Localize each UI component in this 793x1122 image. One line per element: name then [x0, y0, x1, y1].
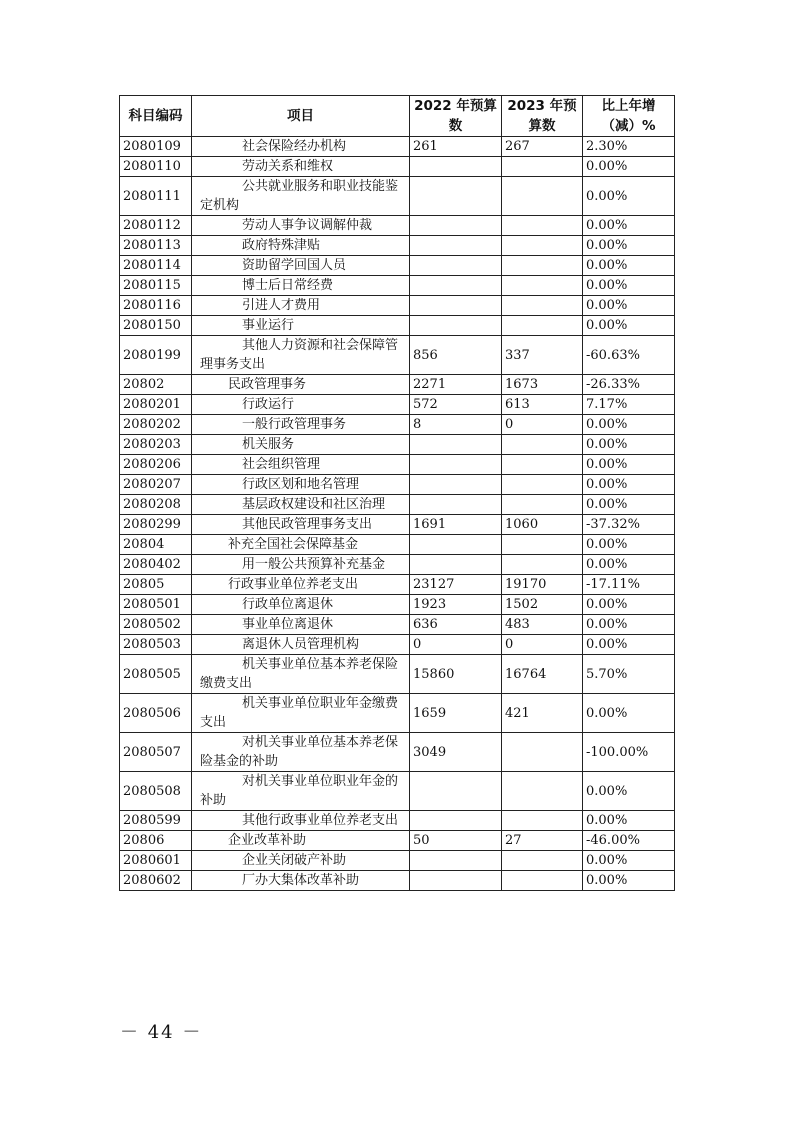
budget-2023-cell: 27	[502, 831, 583, 851]
budget-2023-cell	[502, 871, 583, 891]
table-row	[120, 831, 675, 851]
budget-2023-cell	[502, 733, 583, 772]
budget-2022-cell	[410, 475, 502, 495]
change-percent-cell: 0.00%	[583, 177, 675, 216]
code-cell: 2080501	[120, 595, 192, 615]
code-cell: 2080116	[120, 296, 192, 316]
code-cell: 2080402	[120, 555, 192, 575]
budget-2022-cell: 1659	[410, 694, 502, 733]
budget-2022-cell	[410, 535, 502, 555]
table-row	[120, 177, 675, 216]
header-code: 科目编码	[120, 96, 192, 137]
header-2022-budget: 2022 年预算数	[410, 96, 502, 137]
page-number: － 44 －	[120, 1022, 203, 1043]
budget-2023-cell	[502, 276, 583, 296]
table-row	[120, 655, 675, 694]
change-percent-cell: 0.00%	[583, 595, 675, 615]
budget-table	[119, 95, 675, 891]
change-percent-cell: 0.00%	[583, 635, 675, 655]
item-name-cell: 事业单位离退休	[192, 615, 410, 635]
item-name-cell: 机关服务	[192, 435, 410, 455]
budget-2023-cell: 16764	[502, 655, 583, 694]
table-row	[120, 595, 675, 615]
code-cell: 2080207	[120, 475, 192, 495]
table-row	[120, 772, 675, 811]
change-percent-cell: 0.00%	[583, 435, 675, 455]
change-percent-cell: 0.00%	[583, 276, 675, 296]
change-percent-cell: 0.00%	[583, 455, 675, 475]
budget-2023-cell	[502, 455, 583, 475]
item-name-cell: 事业运行	[192, 316, 410, 336]
item-name-cell: 行政事业单位养老支出	[192, 575, 410, 595]
table-row	[120, 851, 675, 871]
budget-2023-cell	[502, 435, 583, 455]
item-name-cell: 劳动关系和维权	[192, 157, 410, 177]
item-name-cell: 对机关事业单位职业年金的补助	[192, 772, 410, 811]
budget-2023-cell	[502, 296, 583, 316]
code-cell: 2080505	[120, 655, 192, 694]
budget-2022-cell	[410, 316, 502, 336]
item-name-cell: 行政单位离退休	[192, 595, 410, 615]
code-cell: 2080203	[120, 435, 192, 455]
change-percent-cell: 0.00%	[583, 495, 675, 515]
budget-2022-cell: 1691	[410, 515, 502, 535]
item-name-cell: 行政区划和地名管理	[192, 475, 410, 495]
change-percent-cell: 2.30%	[583, 137, 675, 157]
header-change: 比上年增（减）%	[583, 96, 675, 137]
code-cell: 2080199	[120, 336, 192, 375]
budget-2022-cell: 856	[410, 336, 502, 375]
change-percent-cell: 0.00%	[583, 535, 675, 555]
budget-2022-cell	[410, 276, 502, 296]
budget-2022-cell	[410, 256, 502, 276]
code-cell: 2080112	[120, 216, 192, 236]
item-name-cell: 社会保险经办机构	[192, 137, 410, 157]
budget-2023-cell	[502, 177, 583, 216]
budget-2023-cell: 1060	[502, 515, 583, 535]
code-cell: 2080508	[120, 772, 192, 811]
code-cell: 20802	[120, 375, 192, 395]
budget-2023-cell: 613	[502, 395, 583, 415]
budget-2023-cell	[502, 256, 583, 276]
table-row	[120, 256, 675, 276]
code-cell: 2080299	[120, 515, 192, 535]
code-cell: 2080602	[120, 871, 192, 891]
code-cell: 2080111	[120, 177, 192, 216]
budget-2022-cell: 261	[410, 137, 502, 157]
budget-2023-cell: 1673	[502, 375, 583, 395]
table-row	[120, 157, 675, 177]
change-percent-cell: 0.00%	[583, 475, 675, 495]
code-cell: 2080113	[120, 236, 192, 256]
code-cell: 2080507	[120, 733, 192, 772]
item-name-cell: 对机关事业单位基本养老保险基金的补助	[192, 733, 410, 772]
budget-2022-cell: 8	[410, 415, 502, 435]
table-row	[120, 635, 675, 655]
item-name-cell: 引进人才费用	[192, 296, 410, 316]
change-percent-cell: 0.00%	[583, 772, 675, 811]
budget-2022-cell	[410, 811, 502, 831]
change-percent-cell: 0.00%	[583, 296, 675, 316]
change-percent-cell: -26.33%	[583, 375, 675, 395]
budget-2022-cell: 2271	[410, 375, 502, 395]
budget-2023-cell	[502, 772, 583, 811]
budget-2023-cell: 483	[502, 615, 583, 635]
budget-2023-cell	[502, 157, 583, 177]
table-row	[120, 615, 675, 635]
item-name-cell: 其他民政管理事务支出	[192, 515, 410, 535]
budget-2023-cell	[502, 316, 583, 336]
code-cell: 2080114	[120, 256, 192, 276]
budget-2022-cell: 0	[410, 635, 502, 655]
code-cell: 2080202	[120, 415, 192, 435]
budget-2022-cell	[410, 455, 502, 475]
budget-2023-cell: 337	[502, 336, 583, 375]
table-row	[120, 515, 675, 535]
budget-2022-cell: 15860	[410, 655, 502, 694]
table-row	[120, 375, 675, 395]
change-percent-cell: -46.00%	[583, 831, 675, 851]
table-row	[120, 236, 675, 256]
item-name-cell: 民政管理事务	[192, 375, 410, 395]
change-percent-cell: 0.00%	[583, 256, 675, 276]
budget-2023-cell	[502, 555, 583, 575]
budget-2022-cell	[410, 851, 502, 871]
budget-2023-cell	[502, 236, 583, 256]
table-row	[120, 316, 675, 336]
table-row	[120, 733, 675, 772]
budget-2022-cell	[410, 772, 502, 811]
change-percent-cell: -17.11%	[583, 575, 675, 595]
budget-2022-cell	[410, 495, 502, 515]
code-cell: 2080601	[120, 851, 192, 871]
change-percent-cell: 0.00%	[583, 555, 675, 575]
item-name-cell: 企业关闭破产补助	[192, 851, 410, 871]
code-cell: 2080502	[120, 615, 192, 635]
item-name-cell: 劳动人事争议调解仲裁	[192, 216, 410, 236]
table-row	[120, 455, 675, 475]
table-row	[120, 555, 675, 575]
item-name-cell: 资助留学回国人员	[192, 256, 410, 276]
table-row	[120, 216, 675, 236]
change-percent-cell: 0.00%	[583, 615, 675, 635]
table-row	[120, 871, 675, 891]
header-2023-budget: 2023 年预算数	[502, 96, 583, 137]
item-name-cell: 公共就业服务和职业技能鉴定机构	[192, 177, 410, 216]
budget-2022-cell: 572	[410, 395, 502, 415]
budget-2022-cell: 50	[410, 831, 502, 851]
budget-2023-cell	[502, 811, 583, 831]
change-percent-cell: -100.00%	[583, 733, 675, 772]
table-row	[120, 395, 675, 415]
change-percent-cell: 0.00%	[583, 157, 675, 177]
item-name-cell: 厂办大集体改革补助	[192, 871, 410, 891]
budget-2023-cell	[502, 495, 583, 515]
budget-2022-cell: 1923	[410, 595, 502, 615]
code-cell: 20804	[120, 535, 192, 555]
item-name-cell: 行政运行	[192, 395, 410, 415]
item-name-cell: 机关事业单位职业年金缴费支出	[192, 694, 410, 733]
change-percent-cell: 0.00%	[583, 316, 675, 336]
budget-2022-cell	[410, 555, 502, 575]
code-cell: 2080201	[120, 395, 192, 415]
table-row	[120, 296, 675, 316]
budget-2023-cell: 1502	[502, 595, 583, 615]
item-name-cell: 一般行政管理事务	[192, 415, 410, 435]
budget-2022-cell	[410, 157, 502, 177]
code-cell: 20805	[120, 575, 192, 595]
item-name-cell: 其他人力资源和社会保障管理事务支出	[192, 336, 410, 375]
table-row	[120, 475, 675, 495]
header-item: 项目	[192, 96, 410, 137]
item-name-cell: 企业改革补助	[192, 831, 410, 851]
budget-2022-cell	[410, 435, 502, 455]
table-row	[120, 495, 675, 515]
table-row	[120, 535, 675, 555]
budget-2022-cell: 3049	[410, 733, 502, 772]
change-percent-cell: 0.00%	[583, 236, 675, 256]
item-name-cell: 离退休人员管理机构	[192, 635, 410, 655]
change-percent-cell: 0.00%	[583, 694, 675, 733]
item-name-cell: 社会组织管理	[192, 455, 410, 475]
code-cell: 2080599	[120, 811, 192, 831]
budget-2023-cell	[502, 851, 583, 871]
code-cell: 2080109	[120, 137, 192, 157]
item-name-cell: 补充全国社会保障基金	[192, 535, 410, 555]
change-percent-cell: 5.70%	[583, 655, 675, 694]
table-row	[120, 811, 675, 831]
budget-2023-cell: 0	[502, 635, 583, 655]
budget-2023-cell: 421	[502, 694, 583, 733]
code-cell: 2080206	[120, 455, 192, 475]
item-name-cell: 博士后日常经费	[192, 276, 410, 296]
code-cell: 2080506	[120, 694, 192, 733]
change-percent-cell: 0.00%	[583, 851, 675, 871]
item-name-cell: 基层政权建设和社区治理	[192, 495, 410, 515]
table-header-row	[120, 96, 675, 137]
code-cell: 2080503	[120, 635, 192, 655]
budget-2022-cell	[410, 177, 502, 216]
change-percent-cell: 0.00%	[583, 415, 675, 435]
code-cell: 2080208	[120, 495, 192, 515]
change-percent-cell: 0.00%	[583, 216, 675, 236]
table-row	[120, 575, 675, 595]
budget-2023-cell	[502, 475, 583, 495]
table-row	[120, 415, 675, 435]
item-name-cell: 用一般公共预算补充基金	[192, 555, 410, 575]
table-body	[120, 137, 675, 891]
item-name-cell: 机关事业单位基本养老保险缴费支出	[192, 655, 410, 694]
item-name-cell: 政府特殊津贴	[192, 236, 410, 256]
budget-2022-cell: 23127	[410, 575, 502, 595]
table-row	[120, 435, 675, 455]
budget-2023-cell: 0	[502, 415, 583, 435]
budget-2022-cell	[410, 871, 502, 891]
code-cell: 2080150	[120, 316, 192, 336]
budget-2023-cell	[502, 535, 583, 555]
budget-2022-cell	[410, 236, 502, 256]
change-percent-cell: -37.32%	[583, 515, 675, 535]
budget-2023-cell	[502, 216, 583, 236]
change-percent-cell: 0.00%	[583, 871, 675, 891]
budget-2022-cell	[410, 296, 502, 316]
budget-2023-cell: 267	[502, 137, 583, 157]
change-percent-cell: 0.00%	[583, 811, 675, 831]
code-cell: 2080115	[120, 276, 192, 296]
code-cell: 20806	[120, 831, 192, 851]
table-row	[120, 137, 675, 157]
item-name-cell: 其他行政事业单位养老支出	[192, 811, 410, 831]
change-percent-cell: -60.63%	[583, 336, 675, 375]
change-percent-cell: 7.17%	[583, 395, 675, 415]
table-row	[120, 336, 675, 375]
budget-2022-cell: 636	[410, 615, 502, 635]
budget-2022-cell	[410, 216, 502, 236]
table-row	[120, 276, 675, 296]
code-cell: 2080110	[120, 157, 192, 177]
table-row	[120, 694, 675, 733]
budget-2023-cell: 19170	[502, 575, 583, 595]
